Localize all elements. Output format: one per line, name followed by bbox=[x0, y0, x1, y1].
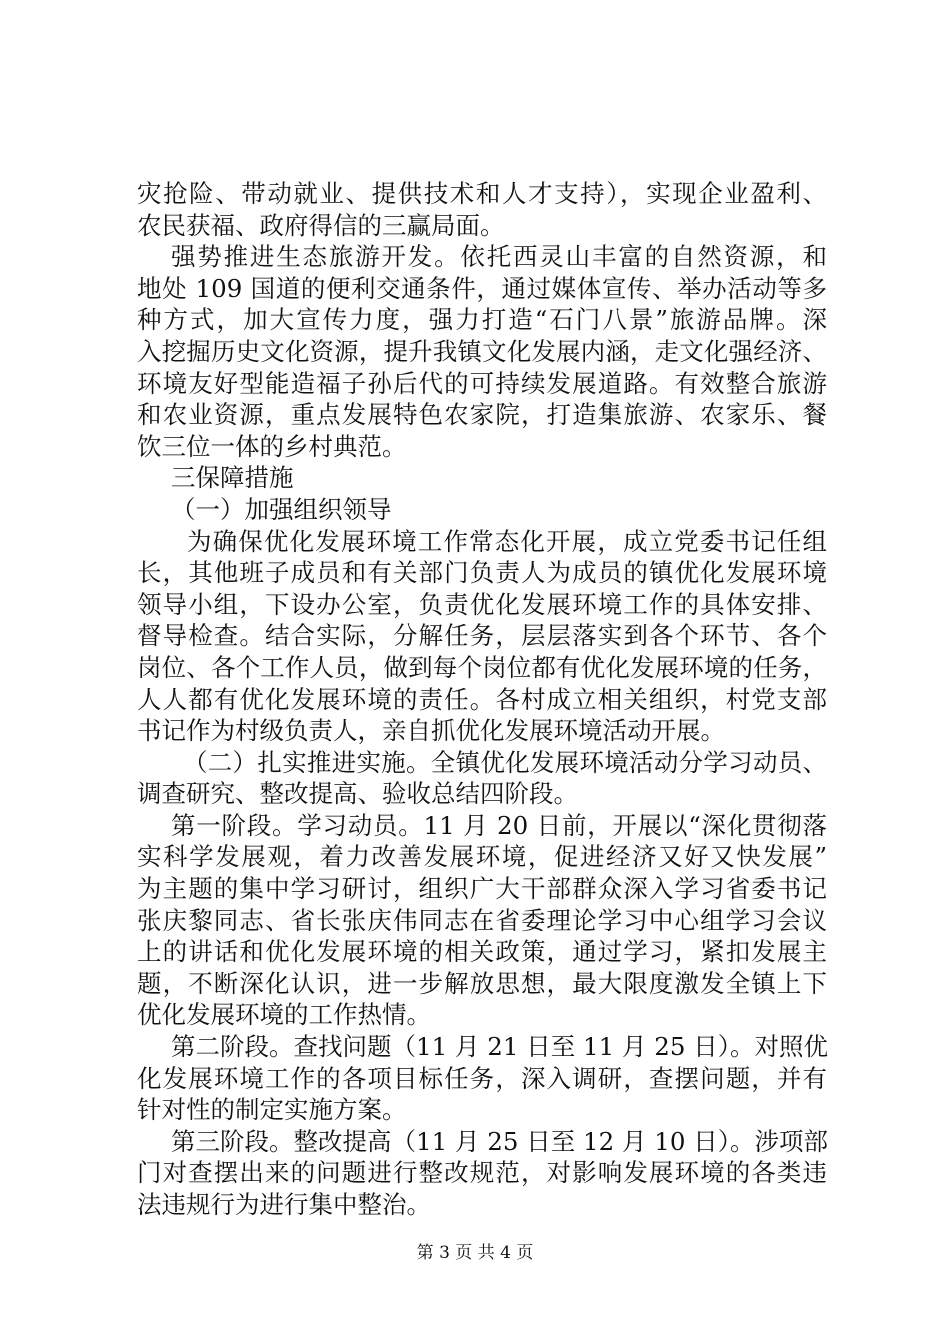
text-line: 调查研究、整改提高、验收总结四阶段。 bbox=[137, 779, 578, 809]
text-line: 长，其他班子成员和有关部门负责人为成员的镇优化发展环境 bbox=[137, 558, 827, 588]
text-line: 地处 109 国道的便利交通条件，通过媒体宣传、举办活动等多 bbox=[137, 273, 827, 303]
text-line: （一）加强组织领导 bbox=[171, 494, 392, 524]
text-line: 实科学发展观，着力改善发展环境，促进经济又好又快发展” bbox=[137, 842, 827, 872]
text-line: 灾抢险、带动就业、提供技术和人才支持），实现企业盈利、 bbox=[137, 179, 827, 208]
text-line: 第三阶段。整改提高（11 月 25 日至 12 月 10 日）。涉项部 bbox=[171, 1126, 828, 1156]
text-line: 入挖掘历史文化资源，提升我镇文化发展内涵，走文化强经济、 bbox=[137, 336, 827, 366]
text-line: 优化发展环境的工作热情。 bbox=[137, 1000, 431, 1030]
text-line: 第一阶段。学习动员。11 月 20 日前，开展以“深化贯彻落 bbox=[171, 810, 827, 840]
text-line: 书记作为村级负责人，亲自抓优化发展环境活动开展。 bbox=[137, 716, 725, 746]
text-line: 张庆黎同志、省长张庆伟同志在省委理论学习中心组学习会议 bbox=[137, 905, 827, 935]
document-body bbox=[137, 178, 827, 1221]
text-line: 三保障措施 bbox=[171, 463, 294, 493]
text-line: 农民获福、政府得信的三赢局面。 bbox=[137, 210, 505, 240]
text-line: 化发展环境工作的各项目标任务，深入调研，查摆问题，并有 bbox=[137, 1063, 827, 1093]
page-footer: 第 3 页 共 4 页 bbox=[416, 1243, 534, 1263]
text-line: 环境友好型能造福子孙后代的可持续发展道路。有效整合旅游 bbox=[137, 368, 827, 398]
text-line: 督导检查。结合实际，分解任务，层层落实到各个环节、各个 bbox=[137, 621, 827, 651]
text-line: 饮三位一体的乡村典范。 bbox=[137, 431, 407, 461]
text-line: （二）扎实推进实施。全镇优化发展环境活动分学习动员、 bbox=[183, 747, 827, 777]
text-line: 强势推进生态旅游开发。依托西灵山丰富的自然资源，和 bbox=[171, 242, 827, 272]
text-line: 针对性的制定实施方案。 bbox=[137, 1095, 407, 1125]
text-line: 岗位、各个工作人员，做到每个岗位都有优化发展环境的任务， bbox=[137, 652, 827, 682]
text-line: 题，不断深化认识，进一步解放思想，最大限度激发全镇上下 bbox=[137, 968, 827, 998]
text-line: 法违规行为进行集中整治。 bbox=[137, 1190, 431, 1219]
text-line: 上的讲话和优化发展环境的相关政策，通过学习，紧扣发展主 bbox=[137, 937, 827, 967]
text-line: 门对查摆出来的问题进行整改规范，对影响发展环境的各类违 bbox=[137, 1158, 827, 1188]
text-line: 和农业资源，重点发展特色农家院，打造集旅游、农家乐、餐 bbox=[137, 400, 827, 430]
text-line: 种方式，加大宣传力度，强力打造“石门八景”旅游品牌。深 bbox=[137, 305, 827, 335]
text-line: 领导小组，下设办公室，负责优化发展环境工作的具体安排、 bbox=[137, 589, 827, 619]
text-line: 为主题的集中学习研讨，组织广大干部群众深入学习省委书记 bbox=[137, 874, 827, 904]
text-line: 为确保优化发展环境工作常态化开展，成立党委书记任组 bbox=[187, 526, 827, 556]
text-line: 人人都有优化发展环境的责任。各村成立相关组织，村党支部 bbox=[137, 684, 827, 714]
text-line: 第二阶段。查找问题（11 月 21 日至 11 月 25 日）。对照优 bbox=[171, 1032, 828, 1062]
